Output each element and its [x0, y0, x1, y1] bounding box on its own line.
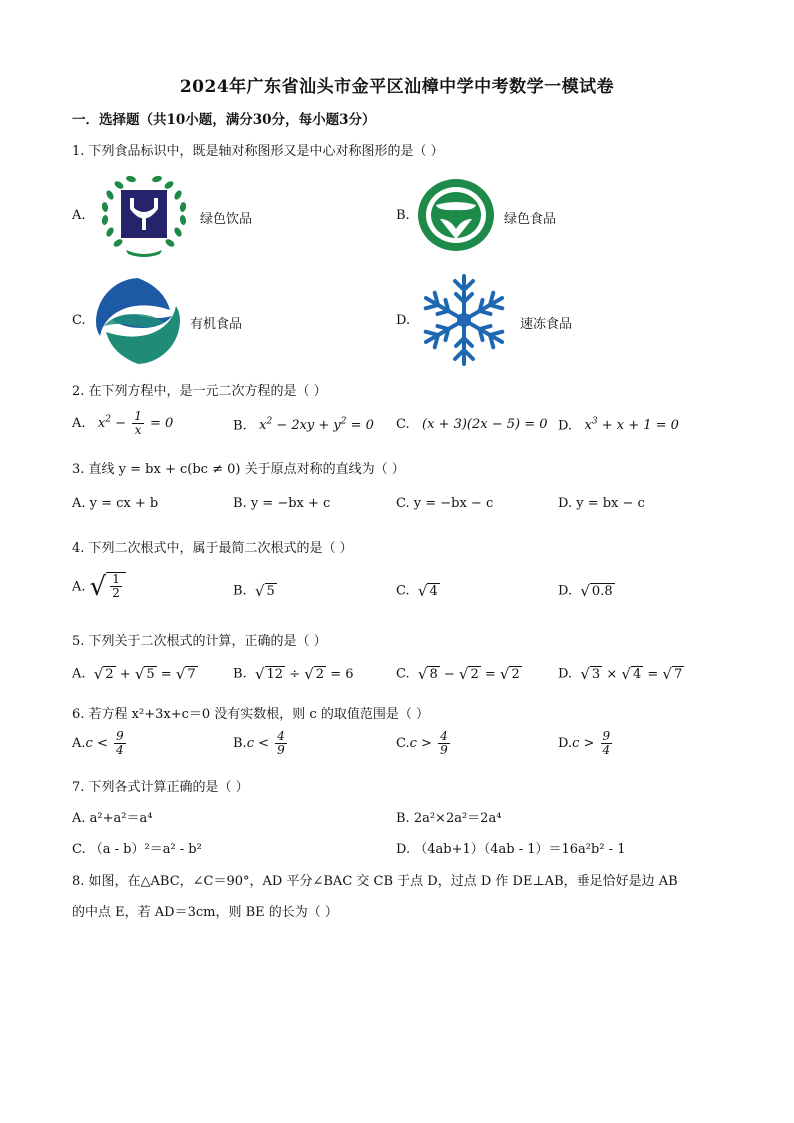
question-3-stem: 3. 直线 y = bx + c(bc ≠ 0) 关于原点对称的直线为（ ） — [72, 462, 405, 477]
q4-option-b-letter: B. — [233, 583, 247, 599]
q3-option-a[interactable]: A. y = cx + b — [72, 496, 159, 511]
section-heading: 一．选择题（共10小题，满分30分，每小题3分） — [72, 112, 376, 128]
q4-option-a-letter: A. — [72, 579, 86, 595]
q2-option-a-letter: A. — [72, 416, 86, 431]
q5-option-d-letter: D. — [558, 666, 573, 682]
q2-option-c[interactable] — [396, 417, 548, 432]
question-6-stem: 6. 若方程 x²+3x+c＝0 没有实数根，则 c 的取值范围是（ ） — [72, 707, 429, 722]
q5-option-c-expr: √ 8 − √ 2 = √ 2 — [417, 665, 520, 683]
question-7-stem: 7. 下列各式计算正确的是（ ） — [72, 780, 249, 795]
q5-option-b-expr: √ 12 ÷ √ 2 = 6 — [254, 665, 354, 683]
q5-option-a-expr: √ 2 + √ 5 = √ 7 — [93, 665, 196, 683]
q4-option-b-expr: √ 5 — [254, 582, 275, 600]
q1-option-d-letter[interactable]: D. — [396, 313, 411, 328]
q6-option-b-expr: c < $\frac{4}{9}$ — [246, 729, 285, 757]
q6-option-a-expr: c < $\frac{9}{4}$ — [85, 729, 124, 757]
q7-option-a[interactable]: A. a²+a²＝a⁴ — [72, 811, 153, 826]
q4-option-c-letter: C. — [396, 583, 410, 599]
q4-option-c[interactable] — [396, 583, 440, 599]
q3-option-d[interactable]: D. y = bx − c — [558, 496, 645, 511]
question-2-stem: 2. 在下列方程中，是一元二次方程的是（ ） — [72, 384, 327, 399]
q5-option-b[interactable] — [233, 666, 354, 682]
question-4-stem: 4. 下列二次根式中，属于最简二次根式的是（ ） — [72, 541, 353, 556]
q1-option-a-label: 绿色饮品 — [200, 212, 253, 227]
snowflake-logo-icon — [416, 272, 512, 368]
q6-option-d[interactable] — [558, 730, 614, 757]
q4-option-c-expr: √ 4 — [417, 582, 438, 600]
page-title: 2024年广东省汕头市金平区汕樟中学中考数学一模试卷 — [179, 77, 615, 97]
q2-option-c-expr: (x + 3)(2x − 5) = 0 — [413, 417, 548, 432]
q1-option-b-label: 绿色食品 — [504, 212, 557, 227]
q7-option-c[interactable]: C. （a - b）²＝a² - b² — [72, 842, 202, 857]
q6-option-d-letter: D. — [558, 736, 573, 751]
q5-option-d-expr: √ 3 × √ 4 = √ 7 — [580, 665, 683, 683]
q4-option-d[interactable] — [558, 583, 615, 599]
q5-option-a[interactable] — [72, 666, 198, 682]
q1-option-a-letter[interactable]: A. — [72, 208, 86, 223]
q7-option-d[interactable]: D. （4ab+1）（4ab - 1）＝16a²b² - 1 — [396, 842, 626, 857]
q2-option-b[interactable] — [233, 417, 374, 433]
q4-option-a-expr: √ $\frac{1}{2}$ — [90, 572, 126, 602]
q1-option-d-label: 速冻食品 — [520, 317, 573, 332]
q6-option-b-letter: B. — [233, 736, 247, 751]
q6-option-c-expr: c > $\frac{4}{9}$ — [409, 729, 448, 757]
q3-option-c[interactable]: C. y = −bx − c — [396, 496, 494, 511]
question-5-stem: 5. 下列关于二次根式的计算，正确的是（ ） — [72, 634, 327, 649]
q5-option-c-letter: C. — [396, 666, 410, 682]
q5-option-a-letter: A. — [72, 666, 86, 682]
q1-option-c-label: 有机食品 — [190, 317, 243, 332]
question-1-stem: 1. 下列食品标识中，既是轴对称图形又是中心对称图形的是（ ） — [72, 144, 444, 159]
q5-option-d[interactable] — [558, 666, 684, 682]
q4-option-d-expr: √ 0.8 — [580, 582, 613, 600]
q7-option-b[interactable]: B. 2a²×2a²＝2a⁴ — [396, 811, 502, 826]
q2-option-d[interactable] — [558, 417, 679, 433]
green-drink-logo-icon — [96, 172, 192, 260]
q2-option-b-expr: $x^2 - 2xy + y^2 = 0$ — [250, 417, 374, 434]
q1-option-c-letter[interactable]: C. — [72, 313, 86, 328]
q2-option-a-expr: $x^2$ − $\frac{1}{x}$ = 0 — [89, 409, 174, 437]
q6-option-d-expr: c > $\frac{9}{4}$ — [572, 729, 611, 757]
q5-option-c[interactable] — [396, 666, 522, 682]
q4-option-d-letter: D. — [558, 583, 573, 599]
organic-food-logo-icon — [92, 276, 184, 366]
q5-option-b-letter: B. — [233, 666, 247, 682]
q6-option-a[interactable] — [72, 730, 128, 757]
q6-option-b[interactable] — [233, 730, 289, 757]
q2-option-d-expr: $x^3 + x + 1 = 0$ — [576, 417, 679, 434]
q2-option-c-letter: C. — [396, 417, 410, 432]
q1-option-b-letter[interactable]: B. — [396, 208, 410, 223]
q2-option-a[interactable] — [72, 410, 173, 437]
question-8-line-2: 的中点 E，若 AD＝3cm，则 BE 的长为（ ） — [72, 905, 338, 920]
q4-option-a[interactable] — [72, 572, 126, 602]
q6-option-a-letter: A. — [72, 736, 86, 751]
q3-option-b[interactable]: B. y = −bx + c — [233, 496, 331, 511]
q2-option-b-letter: B. — [233, 418, 247, 434]
q6-option-c[interactable] — [396, 730, 452, 757]
q4-option-b[interactable] — [233, 583, 277, 599]
q2-option-d-letter: D. — [558, 418, 573, 434]
green-food-logo-icon — [416, 177, 496, 253]
question-8-line-1: 8. 如图，在△ABC，∠C＝90°，AD 平分∠BAC 交 CB 于点 D，过点 D 作 DE⊥AB，垂足恰好是边 AB — [72, 874, 678, 889]
q6-option-c-letter: C. — [396, 736, 410, 751]
